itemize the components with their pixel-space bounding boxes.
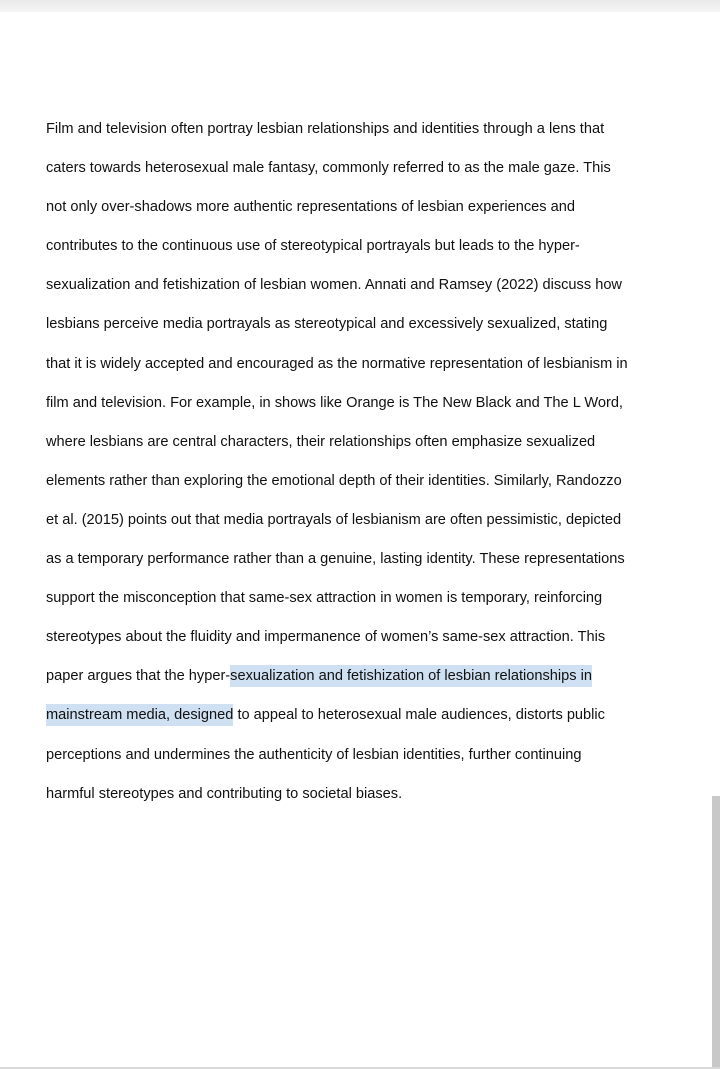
paragraph-line-5: sexualization and fetishization of lesbian women. Annati and Ramsey (2022) discuss how: [46, 277, 622, 294]
paragraph-line-18: harmful stereotypes and contributing to societal biases.: [46, 785, 403, 802]
paragraph-line-16: [46, 696, 686, 735]
paragraph-line-17: perceptions and undermines the authenticity of lesbian identities, further continuing: [46, 746, 582, 763]
document-page[interactable]: [0, 12, 720, 1069]
paragraph-line-12: as a temporary performance rather than a genuine, lasting identity. These representations: [46, 551, 625, 568]
paragraph-line-1: Film and television often portray lesbian relationships and identities through a lens that: [46, 121, 605, 137]
document-paragraph[interactable]: [46, 110, 686, 814]
vertical-scrollbar[interactable]: [712, 12, 720, 1069]
paragraph-line-13: support the misconception that same-sex attraction in women is temporary, reinforcing: [46, 590, 603, 607]
paragraph-line-15: [46, 657, 686, 696]
selected-text-part-1[interactable]: sexualization and fetishization of lesbian relationships in: [230, 665, 592, 687]
paragraph-line-10: elements rather than exploring the emotional depth of their identities. Similarly, Randozzo: [46, 472, 622, 489]
paragraph-line-2: caters towards heterosexual male fantasy, commonly referred to as the male gaze. This: [46, 160, 611, 177]
paragraph-line-4: contributes to the continuous use of stereotypical portrayals but leads to the hyper-: [46, 238, 580, 255]
paragraph-line-7: that it is widely accepted and encouraged as the normative representation of lesbianism in: [46, 355, 628, 372]
selected-text-part-2[interactable]: mainstream media, designed: [46, 704, 233, 726]
paragraph-line-8: film and television. For example, in shows like Orange is The New Black and The L Word,: [46, 394, 623, 411]
line-16-plain-text: to appeal to heterosexual male audiences, distorts public: [233, 707, 605, 724]
paragraph-line-11: et al. (2015) points out that media portrayals of lesbianism are often pessimistic, depicted: [46, 511, 622, 528]
scrollbar-thumb[interactable]: [712, 796, 720, 1069]
paragraph-line-9: where lesbians are central characters, their relationships often emphasize sexualized: [46, 433, 596, 450]
paragraph-line-3: not only over-shadows more authentic representations of lesbian experiences and: [46, 199, 575, 216]
line-15-plain-text: paper argues that the hyper-: [46, 668, 231, 685]
paragraph-line-6: lesbians perceive media portrayals as stereotypical and excessively sexualized, stating: [46, 316, 608, 333]
paragraph-line-14: stereotypes about the fluidity and impermanence of women’s same-sex attraction. This: [46, 629, 606, 646]
